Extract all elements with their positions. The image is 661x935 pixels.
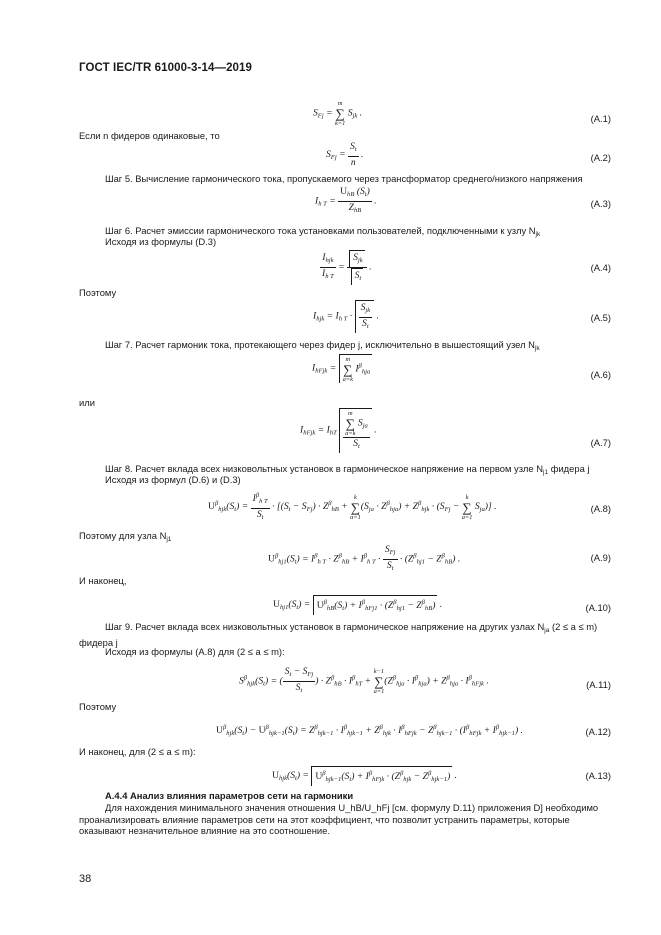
- paragraph: Шаг 7. Расчет гармоник тока, протекающего через фидер j, исключительно в вышестоящий узел $N_{jk}$: [105, 339, 540, 352]
- formula-a2: $S_{Fj}$ = $\frac{S_t}{n}$ .: [326, 141, 364, 168]
- paragraph: Шаг 5. Вычисление гармонического тока, пропускаемого через трансформатор среднего/низкого напряжения: [105, 173, 583, 184]
- page-number: 38: [79, 873, 92, 885]
- formula-a1: $S_{Fj} = m$ ∑ k=1 $S_{jk}$ .: [313, 100, 363, 127]
- equation-number: (A.3): [590, 198, 611, 209]
- paragraph: И наконец,: [79, 575, 127, 586]
- paragraph: Исходя из формулы (D.3): [105, 236, 217, 247]
- paragraph: Поэтому: [79, 701, 117, 712]
- equation-number: (A.5): [590, 312, 611, 323]
- section-heading: A.4.4 Анализ влияния параметров сети на гармоники: [105, 790, 354, 801]
- equation-number: (A.1): [590, 113, 611, 124]
- document-header: ГОСТ IEC/TR 61000-3-14—2019: [79, 62, 253, 74]
- formula-a10: $U_{hj1}(S_t) = U^\beta_{hB}(S_t) + I^\beta_{hFj1} \cdot (Z^\beta_{hj1} - Z^\beta_{hB})$ .: [273, 595, 442, 615]
- formula-a6: $I_{hFjk} = m$ ∑ a=k $I^\beta_{hja}$: [312, 356, 371, 383]
- formula-a9: $U^\beta_{hj1}(S_t) = I^\beta_{h T} \cdot Z^\beta_{hB} + I^\beta_{h T}$ · $S_{Fj}$ $S_t$ · $(Z^\beta_{hj1} - Z^\beta_{hB})$ .: [268, 544, 461, 572]
- paragraph: или: [79, 397, 95, 408]
- formula-a13: $U_{hjk}(S_t) = U^\beta_{hjk-1}(S_t) + I^\beta_{hFjk} \cdot (Z^\beta_{hjk} - Z^\beta_{hjk-1})$ .: [272, 766, 457, 786]
- equation-number: (A.10): [585, 602, 611, 613]
- equation-number: (A.6): [590, 369, 611, 380]
- equation-number: (A.7): [590, 437, 611, 448]
- paragraph: Исходя из формул (D.6) и (D.3): [105, 474, 241, 485]
- formula-a4: $I_{hjk}$ $I_{h T}$ = $S_{jk}$ $S_t$ .: [320, 250, 371, 285]
- equation-number: (A.8): [590, 503, 611, 514]
- paragraph: Шаг 6. Расчет эмиссии гармонического тока установками пользователей, подключенными к узлу $N_{jk}$: [105, 225, 541, 238]
- equation-number: (A.12): [585, 726, 611, 737]
- equation-number: (A.11): [586, 679, 611, 690]
- formula-a12: $U^\beta_{hjk}(S_t) - U^\beta_{hjk-1}(S_t) = Z^\beta_{hjk-1} \cdot I^\beta_{hjk-1} + Z^\beta_{hjk} \cdot I^\beta_{hFjk} - Z^\beta_{hjk-1} \cdot (I^\beta_{hFjk} + I^\beta_{hjk-1})$ .: [216, 724, 523, 737]
- paragraph: Поэтому для узла $N_{j1}$: [79, 530, 172, 543]
- paragraph: Поэтому: [79, 287, 117, 298]
- formula-a11: $S^\beta_{hjk}(S_t)$ = ( $S_t - S_{Fj}$ $S_t$ ) · $Z^\beta_{hB} \cdot I^\beta_{hT} + k-1$ ∑ $a=1(Z^\beta_{hja} \cdot I^\beta_{hja}) + Z^\beta_{hja} \cdot I^\beta_{hFjk}$ .: [239, 666, 489, 695]
- formula-a5: $I_{hjk} = I_{h T}$ · $S_{jk}$ $S_t$ .: [313, 300, 379, 333]
- paragraph: Для нахождения минимального значения отношения U_hB/U_hFj [см. формулу D.11) приложения D] необходимо проанализировать влияние параметров сети на этот коэффициент, что позволит устранить параметры, которые оказывают незначительное влияние на это соотношение.: [79, 802, 599, 836]
- paragraph: Если n фидеров одинаковые, то: [79, 130, 220, 141]
- formula-a7: $I_{hFjk} = I_{hT}$ m ∑ a=k $S_{ja}$ $S_t$ .: [300, 408, 377, 453]
- equation-number: (A.2): [590, 152, 611, 163]
- paragraph: Шаг 8. Расчет вклада всех низковольтных установок в гармоническое напряжение на первом узле $N_{j1}$ фидера j: [105, 463, 590, 476]
- paragraph: Исходя из формулы (A.8) для (2 ≤ a ≤ m):: [105, 646, 285, 657]
- paragraph: Шаг 9. Расчет вклада всех низковольтных установок в гармоническое напряжение на других узлах $N_{ja}$ (2 ≤ a ≤ m) фидера j: [79, 621, 598, 648]
- equation-number: (A.9): [590, 552, 611, 563]
- paragraph: И наконец, для (2 ≤ a ≤ m):: [79, 746, 196, 757]
- formula-a8: $U^\beta_{hjk}(S_t)$ = $I^\beta_{h T}$ $S_t$ · [$(S_t - S_{Fj}) \cdot Z^\beta_{hB} + k$ ∑ $a=1(S_{ja} \cdot Z^\beta_{hja}) + Z^\beta_{hjk} \cdot (S_{Fj} - k$ ∑ a=1 $S_{ja}$)] .: [208, 492, 497, 521]
- equation-number: (A.4): [590, 262, 611, 273]
- equation-number: (A.13): [585, 770, 611, 781]
- formula-a3: $I_{h T}$ = $U_{hB}$ $(S_t)$ $Z_{hB}$ .: [315, 186, 377, 214]
